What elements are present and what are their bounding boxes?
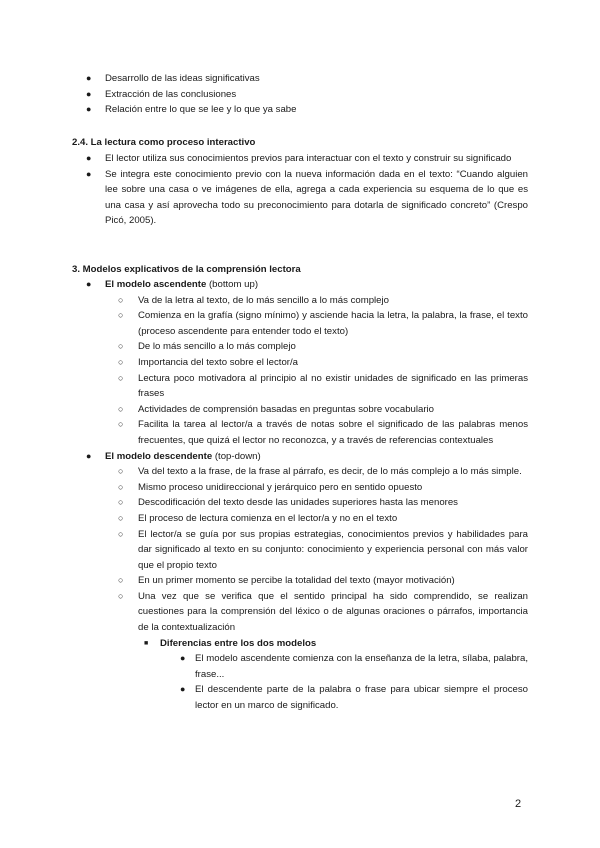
bullet-icon: ●: [86, 153, 92, 163]
list-item: ○ El lector/a se guía por sus propias estrategias, conocimientos previos y habilidades para dar significado al texto en su conjunto: conocimiento y experiencia personal con más valor que el propio texto: [118, 528, 528, 571]
bullet-icon: ●: [86, 104, 92, 115]
list-item: ● Extracción de las conclusiones: [72, 87, 528, 103]
circle-bullet-icon: ○: [118, 466, 124, 477]
bullet-icon: ●: [86, 73, 92, 83]
descendente-title: El modelo descendente: [105, 450, 213, 462]
bullet-icon: ●: [86, 450, 92, 461]
list-item: ○ Comienza en la grafía (signo mínimo) y asciende hacia la letra, la palabra, la frase, el texto (proceso ascendente para entender todo el texto): [118, 310, 528, 337]
bullet-icon: ●: [86, 88, 92, 99]
descendente-list: [103, 464, 528, 714]
circle-bullet-icon: ○: [118, 372, 124, 383]
circle-bullet-icon: ○: [118, 528, 124, 539]
list-item: ○ En un primer momento se percibe la totalidad del texto (mayor motivación): [103, 573, 528, 589]
list-item: ○ Mismo proceso unidireccional y jerárquico pero en sentido opuesto: [103, 480, 528, 496]
page-number: 2: [515, 798, 522, 810]
diferencias-item: ■ Diferencias entre los dos modelos ● El modelo ascendente comienza con la enseñanza de la letra, sílaba, palabra, frase... ● El descendente parte de la palabra o frase para ubicar siempre el proceso lector en un marco de significado.: [140, 636, 528, 714]
square-bullet-icon: ■: [144, 639, 149, 647]
list-item: ● Se integra este conocimiento previo con la nueva información dada en el texto: “Cuando alguien lee sobre una casa o ve imágenes de ella, agrega a cada experiencia su esquema de lo que es una casa y así aprovecha todo su preconocimiento para dotarla de significado concreto” (Crespo Picó, 2005).: [86, 168, 528, 227]
bullet-icon: ●: [86, 168, 92, 179]
list-item: ● Relación entre lo que se lee y lo que ya sabe: [72, 102, 528, 118]
bullet-icon: ●: [180, 653, 186, 664]
list-item: ○ Facilita la tarea al lector/a a través de notas sobre el significado de las palabras menos frecuentes, que quizá el lector no reconozca, y a través de referencias contextuales: [118, 419, 528, 446]
bullet-icon: ●: [180, 684, 186, 695]
descendente-suffix: (top-down): [212, 450, 261, 462]
ascendente-title: El modelo ascendente: [105, 279, 207, 290]
list-item: ○ El proceso de lectura comienza en el lector/a y no en el texto: [103, 511, 528, 527]
section-3-heading: 3. Modelos explicativos de la comprensión lectora: [72, 264, 301, 275]
circle-bullet-icon: ○: [118, 575, 124, 586]
list-item: ○ Lectura poco motivadora al principio al no existir unidades de significado en las primeras frases: [118, 372, 528, 400]
section-2-4-list: [72, 151, 528, 229]
list-item: ● Desarrollo de las ideas significativas: [72, 71, 528, 87]
ascendente-item: [72, 277, 528, 449]
descendente-item: [72, 449, 528, 714]
circle-bullet-icon: ○: [118, 294, 124, 305]
circle-bullet-icon: ○: [118, 419, 124, 430]
list-item: ○ Va de la letra al texto, de lo más sencillo a lo más complejo: [103, 293, 528, 309]
list-item: ○ Descodificación del texto desde las unidades superiores hasta las menores: [103, 495, 528, 511]
section-2-4-heading: 2.4. La lectura como proceso interactivo: [72, 137, 256, 148]
circle-bullet-icon: ○: [118, 356, 124, 367]
circle-bullet-icon: ○: [118, 310, 124, 321]
list-item: ● El lector utiliza sus conocimientos previos para interactuar con el texto y construir su significado: [72, 151, 528, 167]
list-item: ○ Va del texto a la frase, de la frase al párrafo, es decir, de lo más complejo a lo más simple.: [103, 464, 528, 480]
list-item: ○ Importancia del texto sobre el lector/a: [103, 355, 528, 371]
circle-bullet-icon: ○: [118, 481, 124, 492]
ascendente-list: [103, 293, 528, 449]
bullet-icon: ●: [86, 279, 92, 289]
circle-bullet-icon: ○: [118, 341, 124, 352]
list-item: ● El descendente parte de la palabra o frase para ubicar siempre el proceso lector en un marco de significado.: [180, 684, 528, 712]
list-item: ○ De lo más sencillo a lo más complejo: [103, 339, 528, 355]
diferencias-list: [138, 636, 528, 714]
list-item: ○ Actividades de comprensión basadas en preguntas sobre vocabulario: [103, 402, 528, 418]
intro-list: [72, 71, 528, 118]
circle-bullet-icon: ○: [118, 590, 124, 601]
circle-bullet-icon: ○: [118, 497, 124, 508]
ascendente-suffix: (bottom up): [206, 279, 259, 290]
list-item: ○ Una vez que se verifica que el sentido principal ha sido comprendido, se realizan cuestiones para la comprensión del léxico o de algunas oraciones o párrafos, importancia de la contextualización ■ Diferencias entre los dos modelos ● El modelo ascendente comienza con la enseñanza de la letra, sílaba, palabra, frase... ● El descendente parte de la palabra o frase para ubicar siempre el proceso lector en un marco de significado.: [103, 589, 528, 714]
list-item: ● El modelo ascendente comienza con la enseñanza de la letra, sílaba, palabra, frase...: [180, 653, 528, 680]
diferencias-sublist: [177, 651, 528, 713]
circle-bullet-icon: ○: [118, 512, 124, 523]
section-3-body: [72, 277, 528, 714]
circle-bullet-icon: ○: [118, 403, 124, 414]
